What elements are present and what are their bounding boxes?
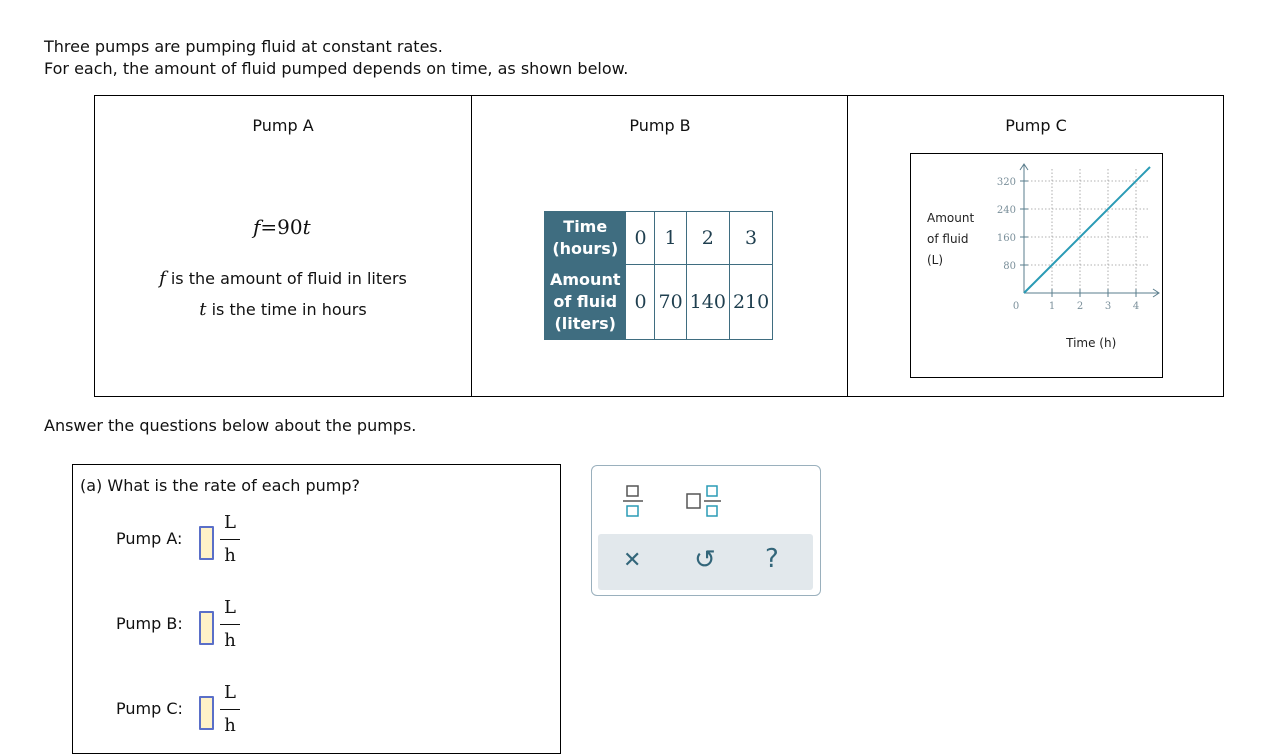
- fraction-bar: [220, 624, 240, 625]
- pump-b-answer-row: [116, 598, 316, 650]
- pump-a-def-t: [95, 299, 471, 320]
- time-cell: 3: [729, 212, 772, 265]
- pump-a-def-f: [95, 268, 471, 289]
- pump-b-title: Pump B: [629, 116, 691, 135]
- series-line: [1024, 167, 1150, 293]
- x-tick-label: 2: [1076, 301, 1084, 312]
- pump-b-rate-input[interactable]: [199, 611, 214, 645]
- amount-cell: 70: [655, 265, 686, 340]
- def-t-var: t: [199, 299, 207, 320]
- y-tick-label: 80: [1003, 261, 1016, 272]
- formula-f: f: [253, 215, 261, 239]
- time-header: [545, 212, 626, 265]
- time-cell: 0: [626, 212, 655, 265]
- unit-numerator: L: [224, 512, 236, 533]
- undo-icon[interactable]: ↺: [694, 545, 716, 575]
- pump-c-panel: [847, 96, 1223, 396]
- amount-header: [545, 265, 626, 340]
- y-axis-label: (L): [927, 253, 944, 267]
- unit-denominator: h: [224, 545, 236, 567]
- question-a-label: (a) What is the rate of each pump?: [80, 476, 361, 495]
- x-tick-label: 1: [1048, 301, 1056, 312]
- math-toolbox: [591, 465, 821, 596]
- amount-cell: 210: [729, 265, 772, 340]
- pump-c-graph: [910, 153, 1163, 378]
- fraction-bar: [220, 539, 240, 540]
- unit-denominator: h: [224, 715, 236, 737]
- x-tick-label: 3: [1104, 301, 1112, 312]
- amount-header-l2: of fluid: [553, 292, 618, 311]
- pump-c-title: Pump C: [1005, 116, 1067, 135]
- pump-a-answer-row: [116, 513, 316, 565]
- pump-c-unit: [220, 683, 240, 736]
- y-axis-label: of fluid: [927, 232, 969, 246]
- time-header-l2: (hours): [552, 239, 619, 258]
- problem-intro: [44, 36, 628, 80]
- pump-a-unit: [220, 513, 240, 566]
- y-tick-label: 160: [996, 233, 1016, 244]
- intro-line-2: For each, the amount of fluid pumped depends on time, as shown below.: [44, 59, 629, 78]
- time-header-l1: Time: [563, 217, 608, 236]
- intro-line-1: Three pumps are pumping fluid at constant rates.: [44, 37, 443, 56]
- toolbox-action-row: [598, 534, 813, 590]
- amount-cell: 0: [626, 265, 655, 340]
- clear-icon[interactable]: ✕: [623, 548, 642, 573]
- pump-a-title: Pump A: [252, 116, 314, 135]
- pump-b-table: [544, 211, 773, 340]
- origin-label: 0: [1012, 301, 1020, 312]
- pump-a-rate-input[interactable]: [199, 526, 214, 560]
- answer-intro: Answer the questions below about the pumps.: [44, 416, 417, 435]
- def-t-text: is the time in hours: [206, 300, 367, 319]
- y-axis-label: Amount: [927, 211, 975, 225]
- pump-b-unit: [220, 598, 240, 651]
- pump-b-answer-label: Pump B:: [116, 614, 183, 633]
- question-a-box: [72, 464, 561, 754]
- x-axis-label: Time (h): [1066, 336, 1117, 350]
- y-tick-label: 320: [996, 177, 1016, 188]
- formula-t: t: [302, 215, 311, 239]
- pump-panels: [94, 95, 1224, 397]
- formula-equals: =90: [260, 215, 303, 239]
- amount-header-l1: Amount: [550, 270, 621, 289]
- x-tick-label: 4: [1132, 301, 1140, 312]
- pump-c-rate-input[interactable]: [199, 696, 214, 730]
- pump-c-answer-row: [116, 683, 316, 735]
- amount-cell: 140: [686, 265, 729, 340]
- help-icon[interactable]: ?: [765, 544, 779, 574]
- pump-b-panel: [471, 96, 847, 396]
- amount-header-l3: (liters): [554, 314, 616, 333]
- unit-numerator: L: [224, 597, 236, 618]
- unit-denominator: h: [224, 630, 236, 652]
- def-f-var: f: [159, 268, 166, 289]
- fraction-bar: [220, 709, 240, 710]
- fraction-icon[interactable]: [622, 484, 644, 522]
- pump-c-chart: [911, 154, 1162, 377]
- def-f-text: is the amount of fluid in liters: [165, 269, 407, 288]
- time-cell: 1: [655, 212, 686, 265]
- pump-a-formula: [253, 215, 311, 239]
- mixed-number-icon[interactable]: [685, 484, 725, 522]
- pump-a-answer-label: Pump A:: [116, 529, 183, 548]
- time-cell: 2: [686, 212, 729, 265]
- pump-a-panel: [95, 96, 471, 396]
- y-tick-label: 240: [996, 205, 1016, 216]
- pump-c-answer-label: Pump C:: [116, 699, 183, 718]
- unit-numerator: L: [224, 682, 236, 703]
